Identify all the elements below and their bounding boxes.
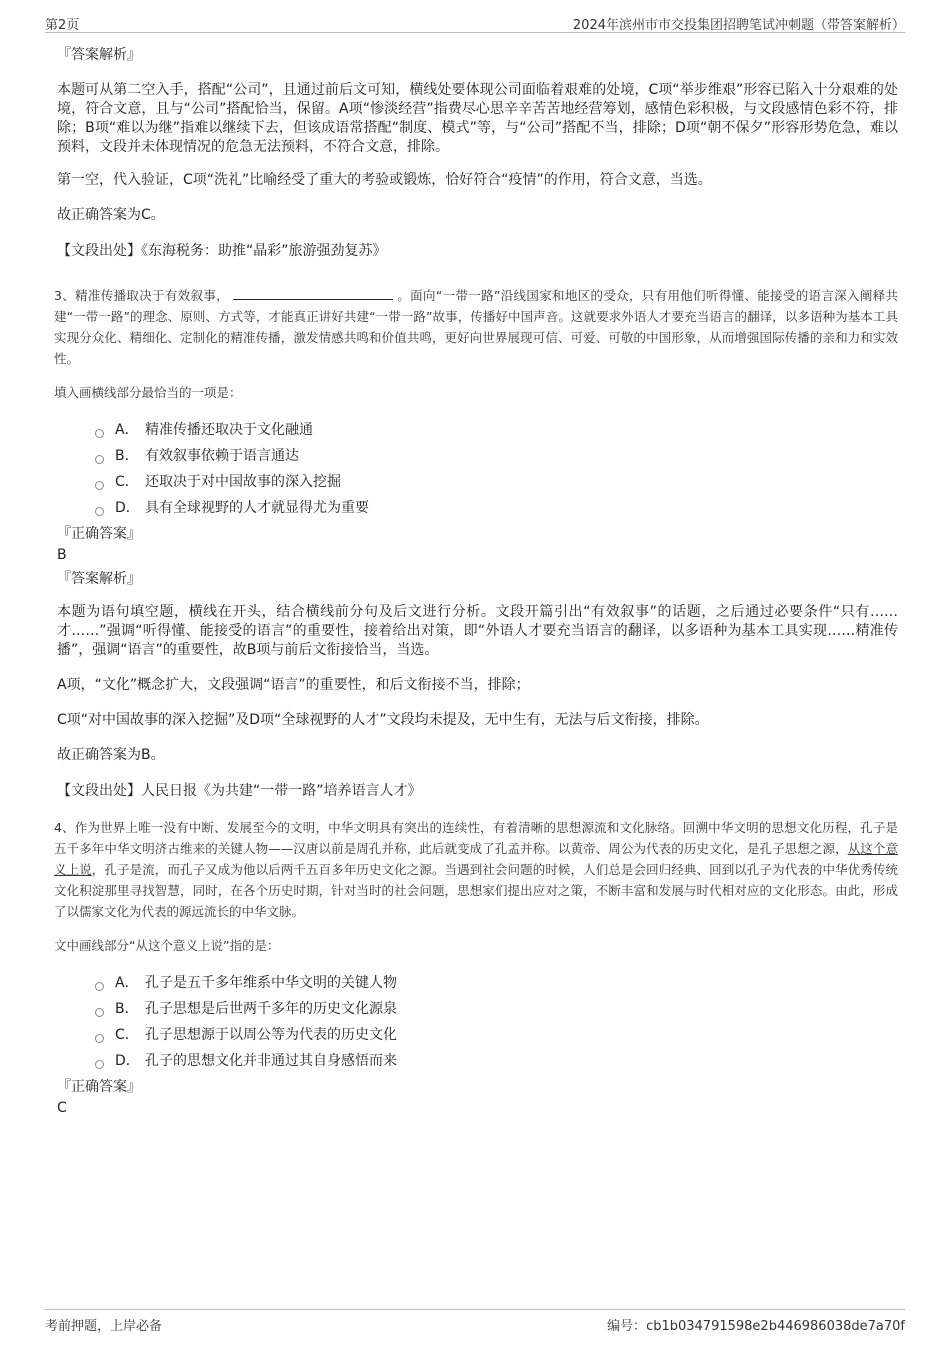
page-number: 第2页 — [45, 18, 80, 33]
source-citation: 【文段出处】《东海税务：助推“晶彩”旅游强劲复苏》 — [57, 243, 387, 259]
option-d[interactable]: D． 具有全球视野的人才就显得尤为重要 — [95, 495, 898, 521]
question-4-prompt: 文中画线部分“从这个意义上说”指的是： — [54, 938, 280, 953]
page-header — [45, 12, 905, 33]
analysis-paragraph: 本题可从第二空入手，搭配“公司”，且通过前后文可知，横线处要体现公司面临着艰难的处境，C项“举步维艰”形容已陷入十分艰难的处境，符合文意，且与“公司”搭配恰当，保留。A项“惨淡经营”指费尽心思辛辛苦苦地经营筹划，感情色彩积极，与文段感情色彩不符，排除；B项“难以为继”指难以继续下去，但该成语常搭配“制度、模式”等，与“公司”搭配不当，排除；D项“朝不保夕”形容形势危急，难以预料，文段并未体现情况的危急无法预料，不符合文意，排除。 — [57, 82, 898, 155]
radio-icon[interactable] — [95, 481, 104, 490]
page-footer — [45, 1309, 905, 1334]
document-title: 2024年滨州市市交投集团招聘笔试冲刺题（带答案解析） — [572, 18, 905, 33]
option-c[interactable]: C． 还取决于对中国故事的深入挖掘 — [95, 469, 898, 495]
analysis-label: 『答案解析』 — [57, 571, 141, 587]
radio-icon[interactable] — [95, 455, 104, 464]
analysis-paragraph: 第一空，代入验证，C项“洗礼”比喻经受了重大的考验或锻炼，恰好符合“疫情”的作用，符合文意，当选。 — [57, 172, 712, 188]
document-body — [54, 45, 898, 1122]
analysis-conclusion: 故正确答案为B。 — [57, 747, 165, 763]
question-3-prompt: 填入画横线部分最恰当的一项是： — [54, 385, 242, 400]
option-a[interactable]: A． 精准传播还取决于文化融通 — [95, 417, 898, 443]
radio-icon[interactable] — [95, 1060, 104, 1069]
correct-answer-value: C — [57, 1100, 67, 1116]
source-citation: 【文段出处】人民日报《为共建“一带一路”培养语言人才》 — [57, 783, 422, 799]
question-4-options — [95, 970, 898, 1074]
analysis-label: 『答案解析』 — [57, 47, 141, 63]
option-b[interactable]: B． 有效叙事依赖于语言通达 — [95, 443, 898, 469]
option-a[interactable]: A． 孔子是五千多年维系中华文明的关键人物 — [95, 970, 898, 996]
question-3-options — [95, 417, 898, 521]
document-code: 编号：cb1b034791598e2b446986038de7a70f — [607, 1319, 905, 1334]
fill-blank — [233, 287, 393, 300]
radio-icon[interactable] — [95, 429, 104, 438]
correct-answer-label: 『正确答案』 — [57, 1079, 141, 1095]
correct-answer-label: 『正确答案』 — [57, 526, 141, 542]
analysis-paragraph: C项“对中国故事的深入挖掘”及D项“全球视野的人才”文段均未提及，无中生有，无法与后文衔接，排除。 — [57, 712, 709, 728]
option-d[interactable]: D． 孔子的思想文化并非通过其自身感悟而来 — [95, 1048, 898, 1074]
footer-slogan: 考前押题，上岸必备 — [45, 1319, 163, 1334]
radio-icon[interactable] — [95, 1034, 104, 1043]
analysis-paragraph: 本题为语句填空题，横线在开头，结合横线前分句及后文进行分析。文段开篇引出“有效叙事”的话题，之后通过必要条件“只有……才……”强调“听得懂、能接受的语言”的重要性，接着给出对策，即“外语人才要充当语言的翻译，以多语种为基本工具实现……精准传播”，强调“语言”的重要性，故B项与前后文衔接恰当，当选。 — [57, 604, 898, 658]
question-4-text: 4、作为世界上唯一没有中断、发展至今的文明，中华文明具有突出的连续性，有着清晰的思想源流和文化脉络。回溯中华文明的思想文化历程，孔子是五千多年中华文明济古维来的关键人物——汉唐以前是周孔并称，此后就变成了孔孟并称。以黄帝、周公为代表的历史文化，是孔子思想之源，从这个意义上说，孔子是流，而孔子又成为他以后两千五百多年历史文化之源。当遇到社会问题的时候，人们总是会回归经典、回到以孔子为代表的中华优秀传统文化积淀那里寻找智慧，同时，在各个历史时期，针对当时的社会问题，思想家们提出应对之策，不断丰富和发展与时代相对应的文化形态。由此，形成了以儒家文化为代表的源远流长的中华文脉。 — [54, 820, 898, 919]
option-c[interactable]: C． 孔子思想源于以周公等为代表的历史文化 — [95, 1022, 898, 1048]
analysis-paragraph: A项，“文化”概念扩大，文段强调“语言”的重要性，和后文衔接不当，排除； — [57, 677, 530, 693]
underlined-phrase: 从这个意义上说 — [54, 841, 898, 877]
radio-icon[interactable] — [95, 982, 104, 991]
question-3-text: 3、精准传播取决于有效叙事， 。面向“一带一路”沿线国家和地区的受众，只有用他们听得懂、能接受的语言深入阐释共建“一带一路”的理念、原则、方式等，才能真正讲好共建“一带一路”故事，传播好中国声音。这就要求外语人才要充当语言的翻译，以多语种为基本工具实现分众化、精细化、定制化的精准传播，激发情感共鸣和价值共鸣，更好向世界展现可信、可爱、可敬的中国形象，从而增强国际传播的亲和力和实效性。 — [54, 288, 898, 366]
analysis-conclusion: 故正确答案为C。 — [57, 207, 165, 223]
option-b[interactable]: B． 孔子思想是后世两千多年的历史文化源泉 — [95, 996, 898, 1022]
radio-icon[interactable] — [95, 507, 104, 516]
radio-icon[interactable] — [95, 1008, 104, 1017]
correct-answer-value: B — [57, 547, 67, 563]
